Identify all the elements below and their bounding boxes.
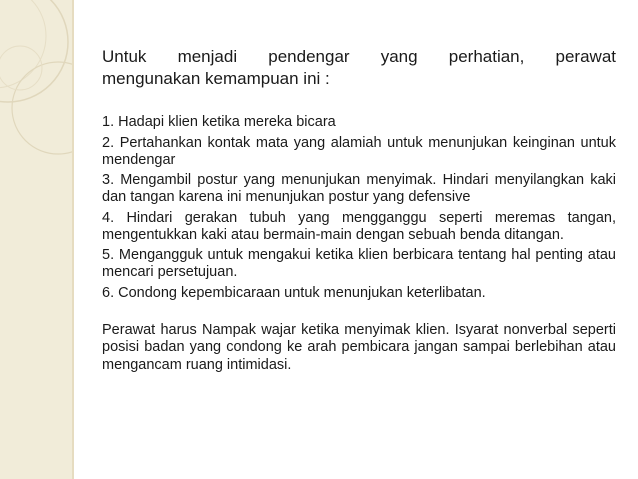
point-item: 1. Hadapi klien ketika mereka bicara xyxy=(102,114,336,130)
point-item: 2. Pertahankan kontak mata yang alamiah untuk menunjukan keinginan untuk mendengar xyxy=(102,134,616,168)
points-list xyxy=(102,114,616,302)
point-item: 5. Mengangguk untuk mengakui ketika klien berbicara tentang hal penting atau mencari persetujuan. xyxy=(102,247,616,280)
point-item: 6. Condong kepembicaraan untuk menunjukan keterlibatan. xyxy=(102,284,486,301)
closing-paragraph: Perawat harus Nampak wajar ketika menyimak klien. Isyarat nonverbal seperti posisi badan yang condong ke arah pembicara jangan sampai berlebihan atau mengancam ruang intimidasi. xyxy=(102,321,616,373)
sidebar-divider xyxy=(72,0,74,479)
point-item: 3. Mengambil postur yang menunjukan menyimak. Hindari menyilangkan kaki dan tangan karena ini menunjukan postur yang defensive xyxy=(102,172,616,205)
ring-middle xyxy=(12,62,72,154)
intro-line-2: mengunakan kemampuan ini : xyxy=(102,69,330,88)
slide-content xyxy=(102,46,616,374)
point-item: 4. Hindari gerakan tubuh yang mengganggu seperti meremas tangan, mengentukkan kaki atau bermain-main dengan sebuah benda ditangan. xyxy=(102,209,616,243)
intro-line-1: Untuk menjadi pendengar yang perhatian, perawat xyxy=(102,47,616,66)
intro-paragraph xyxy=(102,46,616,90)
decorative-sidebar xyxy=(0,0,72,479)
ring-top-inner xyxy=(0,0,46,88)
decorative-rings-graphic xyxy=(0,0,72,479)
